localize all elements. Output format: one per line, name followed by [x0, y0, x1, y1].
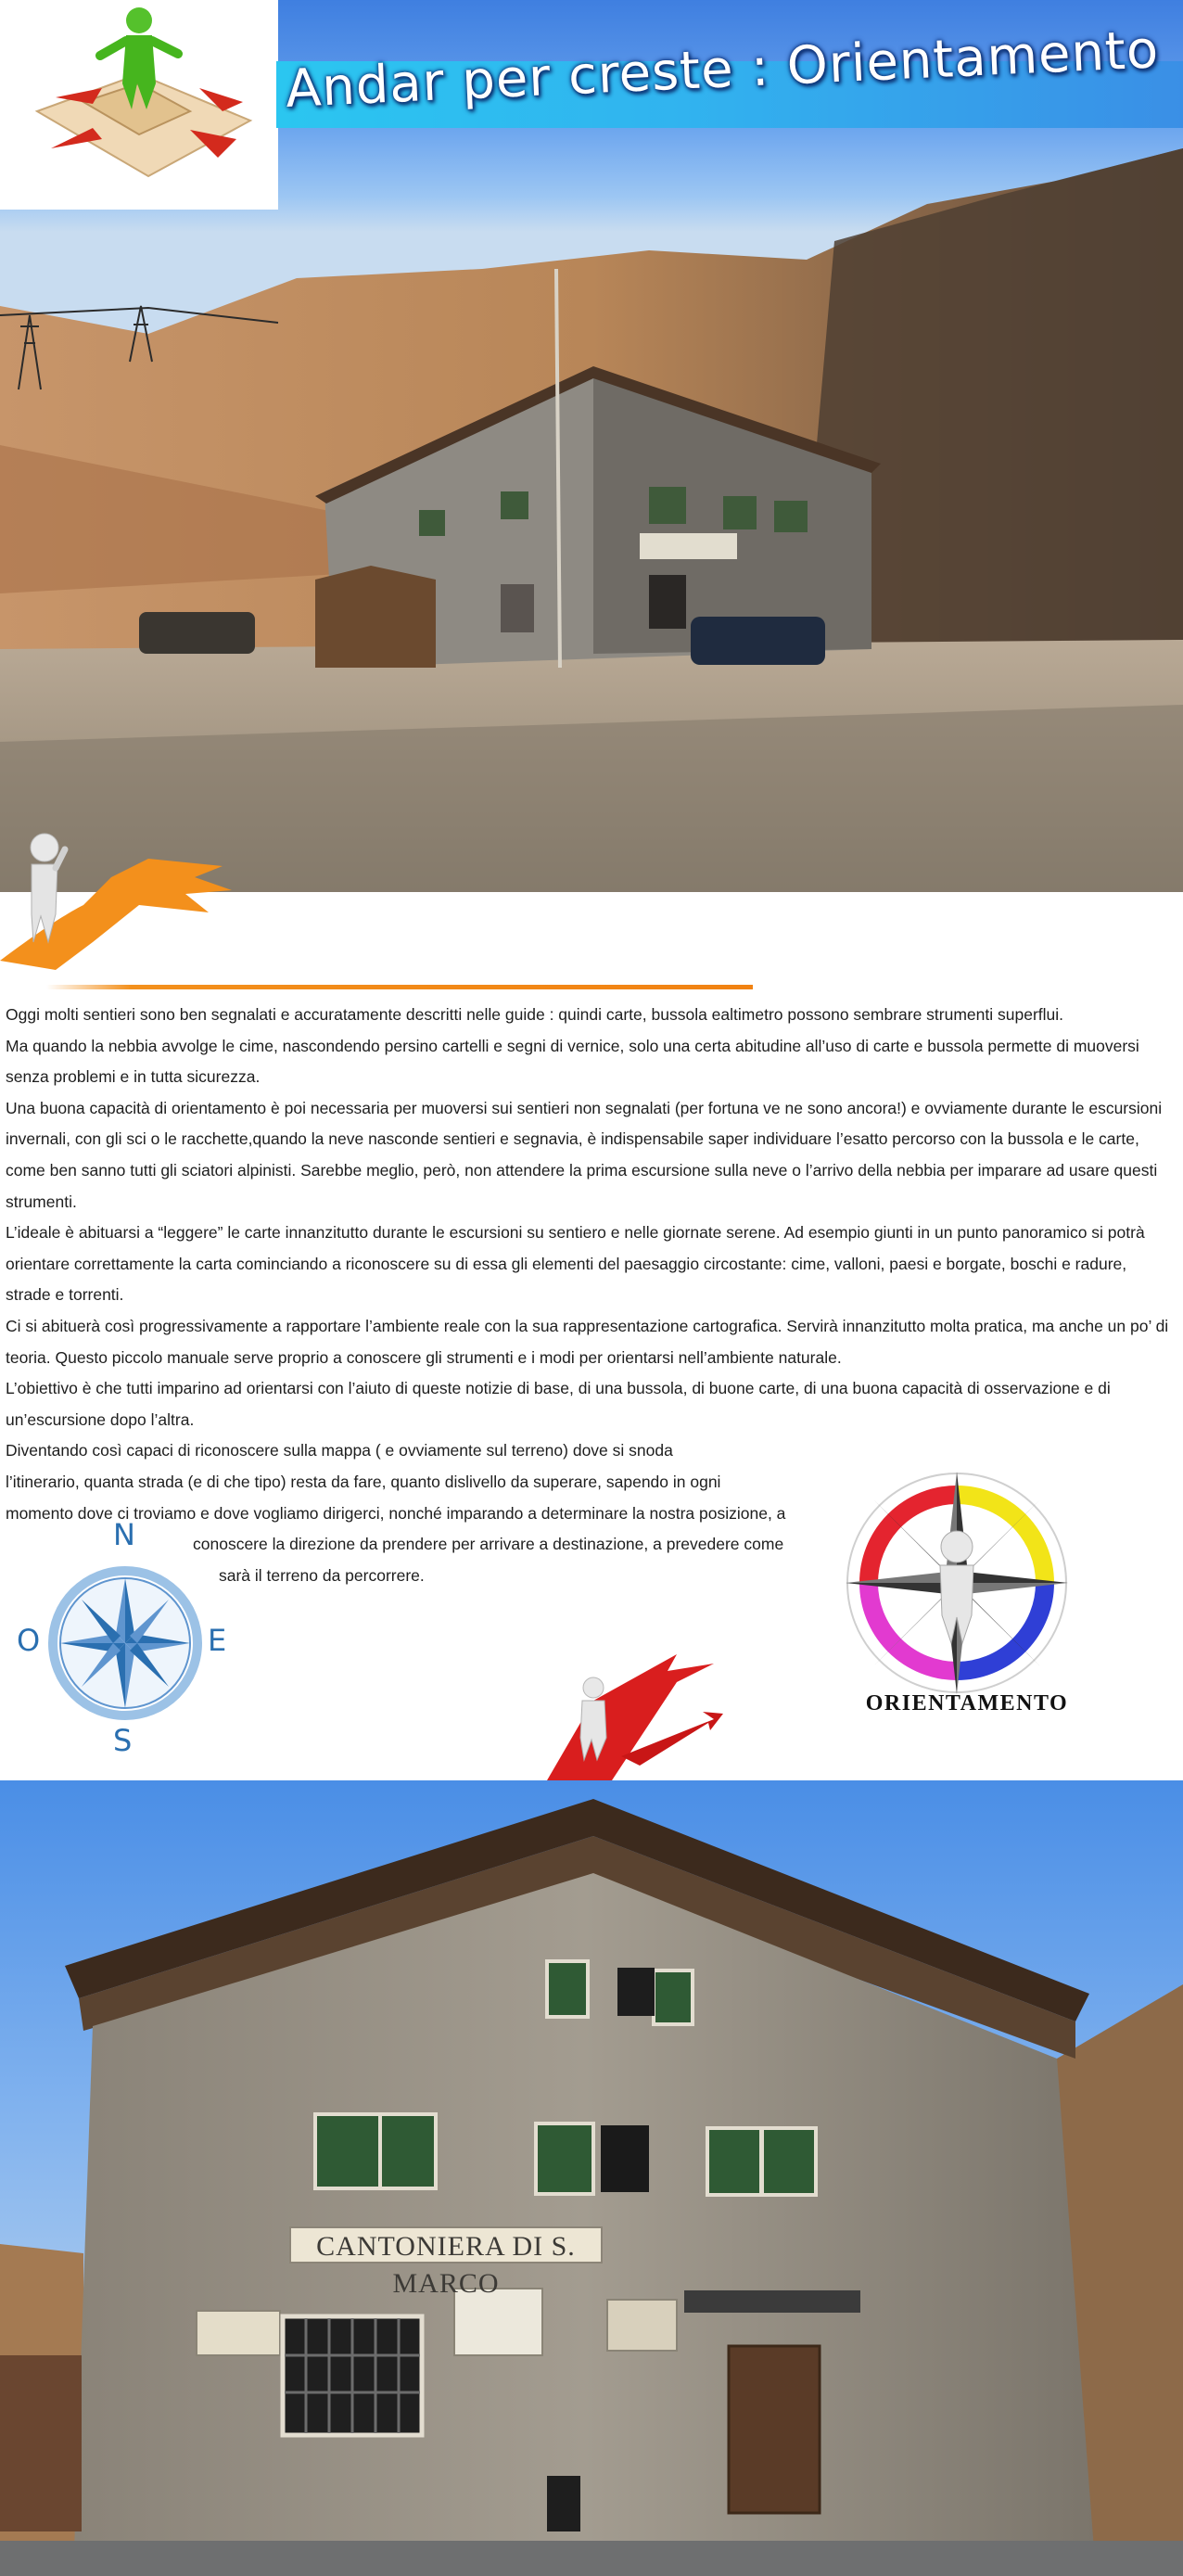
compass-east-label: E	[208, 1623, 227, 1658]
arrows-person-icon	[0, 812, 241, 970]
runner-arrows	[538, 1645, 732, 1780]
paragraph: momento dove ci troviamo e dove vogliamo dirigerci, nonché imparando a determinare la nostra posizione, a	[6, 1503, 786, 1523]
paragraph: conoscere la direzione da prendere per arrivare a destinazione, a prevedere come	[193, 1535, 784, 1554]
paragraph: Oggi molti sentieri sono ben segnalati e accuratamente descritti nelle guide : quindi carte, bussola ealtimetro possono sembrare strumenti superflui.	[6, 1005, 1064, 1024]
puzzle-logo	[0, 0, 278, 210]
article-section	[0, 892, 1183, 1780]
page-title: Andar per creste : Orientamento	[284, 19, 1161, 120]
paragraph: Una buona capacità di orientamento è poi necessaria per muoversi sui sentieri non segnalati (per fortuna ve ne sono ancora!) e ovviamente durante le escursioni invernali, con gli sci o le racchette,quando la neve nasconde sentieri e segnavia, è indispensabile saper individuare l’esatto percorso con la bussola e le carte, come ben sanno tutti gli sciatori alpinisti. Sarebbe meglio, però, non attendere la prima escursione sulla neve o l’arrivo della nebbia per imparare ad usare questi strumenti.	[6, 1098, 1163, 1211]
paragraph: Ma quando la nebbia avvolge le cime, nascondendo persino cartelli e segni di vernice, solo una certa abitudine all’uso di carte e bussola permette di muoversi senza problemi e in tutta sicurezza.	[6, 1036, 1139, 1087]
cantoniera-sign: CANTONIERA DI S. MARCO	[289, 2226, 603, 2264]
orientamento-emblem	[818, 1458, 1096, 1708]
compass-rose-icon	[9, 1532, 241, 1754]
thinking-person-arrows	[0, 812, 241, 970]
compass-rose	[9, 1517, 241, 1758]
compass-west-label: O	[17, 1623, 41, 1658]
orange-divider	[46, 985, 753, 989]
paragraph: Diventando così capaci di riconoscere sulla mappa ( e ovviamente sul terreno) dove si snoda	[6, 1441, 673, 1460]
paragraph: l’itinerario, quanta strada (e di che tipo) resta da fare, quanto dislivello da superare, sapendo in ogni	[6, 1472, 721, 1491]
paragraph: Ci si abituerà così progressivamente a rapportare l’ambiente reale con la sua rappresentazione cartografica. Servirà innanzitutto molta pratica, ma anche un po’ di teoria. Questo piccolo manuale serve proprio a conoscere gli strumenti e i modi per orientarsi nell’ambiente naturale.	[6, 1316, 1169, 1367]
compass-north-label: N	[113, 1517, 135, 1552]
paragraph: L’obiettivo è che tutti imparino ad orientarsi con l’aiuto di queste notizie di base, di una bussola, di buone carte, di una buona capacità di osservazione e di un’escursione dopo l’altra.	[6, 1379, 1111, 1429]
top-photo	[0, 0, 1183, 892]
compass-person-icon	[818, 1458, 1096, 1708]
puzzle-person-icon	[0, 0, 278, 210]
paragraph: sarà il terreno da percorrere.	[219, 1565, 425, 1585]
paragraph: L’ideale è abituarsi a “leggere” le carte innanzitutto durante le escursioni su sentiero e nelle giornate serene. Ad esempio giunti in un punto panoramico si potrà orientare correttamente la carta cominciando a riconoscere su di essa gli elementi del paesaggio circostante: cime, valloni, paesi e borgate, boschi e radure, strade e torrenti.	[6, 1223, 1145, 1305]
orientamento-label: ORIENTAMENTO	[865, 1691, 1069, 1715]
cantoniera-facade	[0, 1780, 1183, 2576]
runner-arrows-icon	[538, 1645, 732, 1780]
bottom-photo	[0, 1780, 1183, 2576]
compass-south-label: S	[113, 1723, 133, 1758]
